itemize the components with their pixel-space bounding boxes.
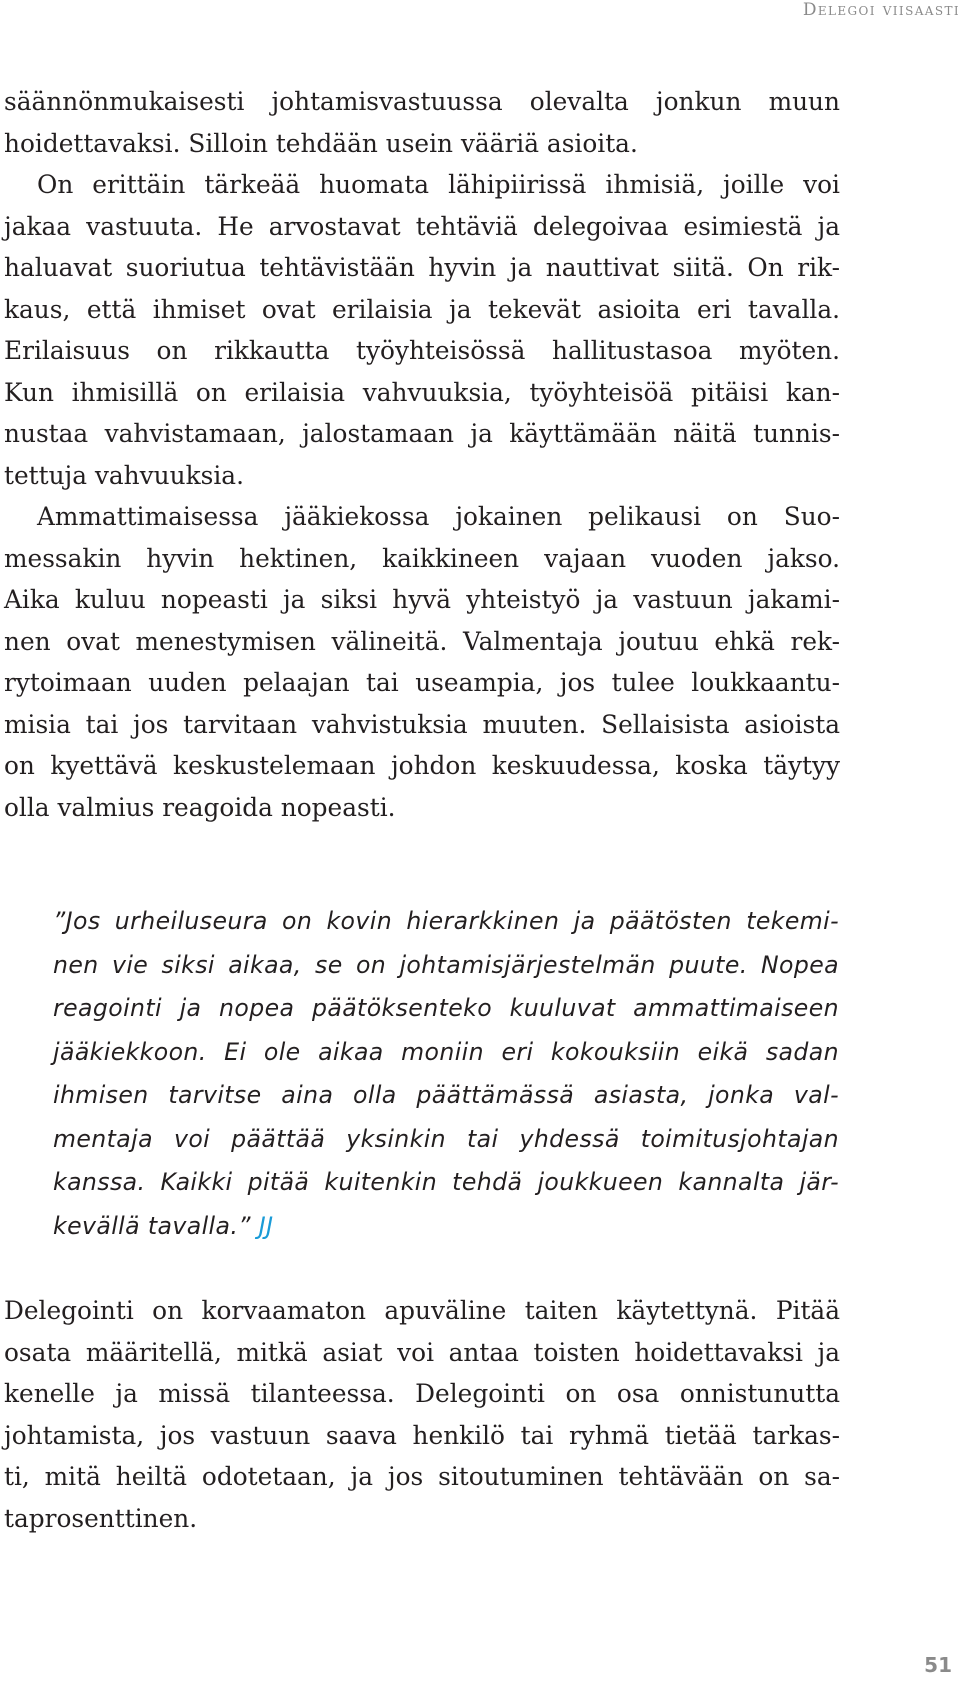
quote-line: ihmisen tarvitse aina olla päättämässä asiasta, jonka val-: [53, 1081, 839, 1109]
text-line: Delegointi on korvaamaton apuväline taiten käytettynä. Pitää: [4, 1296, 840, 1325]
paragraph-3: [4, 496, 840, 828]
quote-line: jääkiekkoon. Ei ole aikaa moniin eri kokouksiin eikä sadan: [53, 1037, 839, 1066]
quote-line: nen vie siksi aikaa, se on johtamisjärjestelmän puute. Nopea: [53, 950, 839, 979]
body-section-1: [4, 81, 840, 828]
quote-final-text: kevällä tavalla.”: [53, 1211, 251, 1240]
text-line: olla valmius reagoida nopeasti.: [4, 792, 396, 822]
quote-line: kanssa. Kaikki pitää kuitenkin tehdä joukkueen kannalta jär-: [53, 1168, 839, 1196]
text-line: misia tai jos tarvitaan vahvistuksia muuten. Sellaisista asioista: [4, 709, 840, 739]
text-line: kenelle ja missä tilanteessa. Delegointi on osa onnistunutta: [4, 1379, 840, 1408]
text-line: nen ovat menestymisen välineitä. Valmentaja joutuu ehkä rek-: [4, 626, 840, 656]
text-line: rytoimaan uuden pelaajan tai useampia, jos tulee loukkaantu-: [4, 668, 840, 697]
text-line: jakaa vastuuta. He arvostavat tehtäviä delegoivaa esimiestä ja: [4, 211, 840, 241]
page-number: 51: [924, 1653, 952, 1677]
quote-signature: JJ: [258, 1211, 274, 1240]
quote-line: ”Jos urheiluseura on kovin hierarkkinen ja päätösten tekemi-: [53, 907, 839, 935]
text-line: ti, mitä heiltä odotetaan, ja jos sitoutuminen tehtävään on sa-: [4, 1462, 840, 1491]
running-header: Delegoi viisaasti: [802, 0, 960, 20]
text-line: hoidettavaksi. Silloin tehdään usein vääriä asioita.: [4, 128, 638, 158]
quote-line: reagointi ja nopea päätöksenteko kuuluvat ammattimaiseen: [53, 994, 839, 1022]
quote-line: mentaja voi päättää yksinkin tai yhdessä toimitusjohtajan: [53, 1124, 839, 1153]
text-line: Ammattimaisessa jääkiekossa jokainen pelikausi on Suo-: [37, 502, 840, 531]
text-line: taprosenttinen.: [4, 1503, 198, 1533]
paragraph-1: [4, 81, 840, 164]
pull-quote: [53, 900, 839, 1248]
text-line: haluavat suoriutua tehtävistään hyvin ja nauttivat siitä. On rik-: [4, 253, 840, 282]
text-line: Kun ihmisillä on erilaisia vahvuuksia, työyhteisöä pitäisi kan-: [4, 377, 840, 407]
text-line: tettuja vahvuuksia.: [4, 460, 244, 490]
body-section-2: [4, 1290, 840, 1539]
text-line: säännönmukaisesti johtamisvastuussa olevalta jonkun muun: [4, 87, 840, 116]
paragraph-4: [4, 1290, 840, 1539]
text-line: kaus, että ihmiset ovat erilaisia ja tekevät asioita eri tavalla.: [4, 294, 840, 324]
text-line: On erittäin tärkeää huomata lähipiirissä ihmisiä, joille voi: [37, 170, 840, 199]
quote-line-final: [53, 1205, 839, 1249]
text-line: osata määritellä, mitkä asiat voi antaa toisten hoidettavaksi ja: [4, 1337, 840, 1367]
text-line: johtamista, jos vastuun saava henkilö tai ryhmä tietää tarkas-: [4, 1420, 840, 1450]
text-line: Erilaisuus on rikkautta työyhteisössä hallitustasoa myöten.: [4, 336, 840, 365]
text-line: on kyettävä keskustelemaan johdon keskuudessa, koska täytyy: [4, 751, 840, 780]
paragraph-2: [4, 164, 840, 496]
text-line: Aika kuluu nopeasti ja siksi hyvä yhteistyö ja vastuun jakami-: [4, 585, 840, 614]
text-line: nustaa vahvistamaan, jalostamaan ja käyttämään näitä tunnis-: [4, 419, 840, 448]
text-line: messakin hyvin hektinen, kaikkineen vajaan vuoden jakso.: [4, 543, 840, 573]
